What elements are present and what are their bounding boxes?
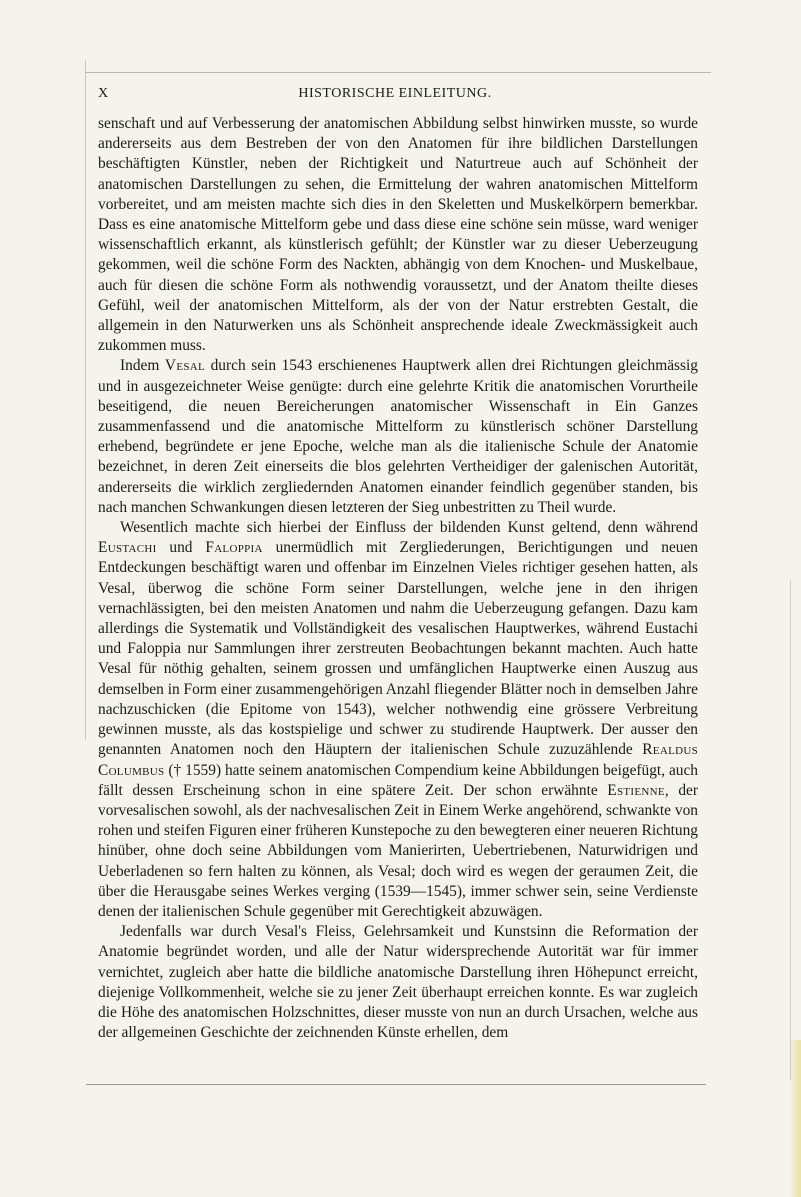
text-run: , der vorvesalischen sowohl, als der nachvesalischen Zeit in Einem Werke angehörend, schwankte von rohen und steifen Figuren einer früheren Kunstepoche zu den bewegteren einer neueren Richtung hinüber, ohne doch seine Abbildungen vom Manierirten, Uebertriebenen, Naturwidrigen und Ueberladenen so fern halten zu können, als Vesal; doch wird es wegen der geraumen Zeit, die über die Herausgabe seines Werkes verging (1539—1545), immer schwer sein, seine Verdienste denen der italienischen Schule gegenüber mit Gerechtigkeit abzuwägen. [98, 781, 699, 920]
author-name: Estienne [607, 781, 665, 799]
author-name: Realdus Columbus [98, 741, 698, 779]
paragraph: Jedenfalls war durch Vesal's Fleiss, Gelehrsamkeit und Kunstsinn die Reformation der Anatomie begründet worden, und alle der Natur widersprechende Autorität war für immer vernichtet, zugleich aber hatte die bildliche anatomische Darstellung ihren Höhepunct erreicht, diejenige Vollkommenheit, welche sie zu jener Zeit überhaupt erreichen konnte. Es war zugleich die Höhe des anatomischen Holzschnittes, dieser musste von nun an durch Ursachen, welche aus der allgemeinen Geschichte der zeichnenden Künste erhellen, dem [98, 923, 698, 1042]
scan-edge [85, 60, 86, 740]
author-name: Vesal [164, 357, 206, 375]
text-run: Wesentlich machte sich hierbei der Einfluss der bildenden Kunst geltend, denn während [120, 519, 698, 537]
text-run: unermüdlich mit Zergliederungen, Berichtigungen und neuen Entdeckungen beschäftigt waren und offenbar im Einzelnen Vieles richtiger gesehen hatten, als Vesal, überwog die schöne Form seiner Darstellungen, welche jene in den ihrigen vernachlässigten, bei den meisten Anatomen und nahm die Ueberzeugung gefangen. Dazu kam allerdings die Systematik und Vollständigkeit des vesalischen Hauptwerkes, während Eustachi und Faloppia nur Sammlungen ihrer zerstreuten Beobachtungen bekannt machten. Auch hatte Vesal für nöthig gehalten, seinem grossen und umfänglichen Hauptwerke einen Auszug aus demselben in Form einer zusammengehörigen Anzahl fliegender Blätter noch in demselben Jahre nachzuschicken (die Epitome von 1543), welcher nothwendig eine grössere Verbreitung gewinnen musste, als das kostspielige und schwer zu studirende Hauptwerk. Der ausser den genannten Anatomen noch den Häuptern der italienischen Schule zuzuzählende [98, 539, 698, 759]
text-run: Indem [120, 357, 165, 375]
running-title: HISTORISCHE EINLEITUNG. [298, 86, 492, 101]
paragraph [98, 356, 698, 518]
running-header [98, 86, 692, 108]
bottom-rule [86, 1084, 706, 1085]
top-rule [86, 72, 711, 73]
text-run: und [156, 539, 206, 557]
text-run: († 1559) hatte seinem anatomischen Compendium keine Abbildungen beigefügt, auch fällt dessen Erscheinung schon in eine spätere Zeit. Der schon erwähnte [98, 761, 698, 799]
text-run: durch sein 1543 erschienenes Hauptwerk allen drei Richtungen gleichmässig und in ausgezeichneter Weise genügte: durch eine gelehrte Kritik die anatomischen Vorurtheile beseitigend, die neuen Bereicherungen anatomischer Wissenschaft in Ein Ganzes zusammenfassend und die anatomische Mittelform zu künstlerisch schöner Darstellung erhebend, begründete er jene Epoche, welche man als die italienische Schule der Anatomie bezeichnet, in deren Zeit einerseits die blos gelehrten Vertheidiger der galenischen Autorität, andererseits die wirklich zergliedernden Anatomen einander feindlich gegenüber standen, bis nach manchen Schwankungen diesen letzteren der Sieg unbestritten zu Theil wurde. [98, 357, 698, 516]
author-name: Faloppia [205, 539, 263, 557]
paragraph [98, 518, 698, 922]
author-name: Eustachi [98, 539, 157, 557]
scan-edge [790, 580, 791, 1080]
body-text [98, 114, 698, 1043]
page-number: X [98, 86, 109, 101]
page-edge-stain [789, 1040, 801, 1197]
paragraph: senschaft und auf Verbesserung der anatomischen Abbildung selbst hinwirken musste, so wurde andererseits aus dem Bestreben der von den Anatomen für ihre bildlichen Darstellungen beschäftigten Künstler, neben der Richtigkeit und Naturtreue auch auf Schönheit der anatomischen Darstellungen zu sehen, die Ermittelung der wahren anatomischen Mittelform vorbereitet, und am meisten machte sich dies in den Skeletten und Muskelkörpern bemerkbar. Dass es eine anatomische Mittelform gebe und dass diese eine schöne sein müsse, ward weniger wissenschaftlich erkannt, als künstlerisch gefühlt; der Künstler war zu dieser Ueberzeugung gekommen, weil die schöne Form des Nackten, abhängig von dem Knochen- und Muskelbaue, auch für diesen die schöne Form als nothwendig voraussetzt, und der Anatom theilte dieses Gefühl, weil der anatomischen Mittelform, als der von der Natur erstrebten Gestalt, die allgemein in den Naturwerken uns als Schönheit ansprechende ideale Zweckmässigkeit auch zukommen muss. [98, 115, 698, 355]
